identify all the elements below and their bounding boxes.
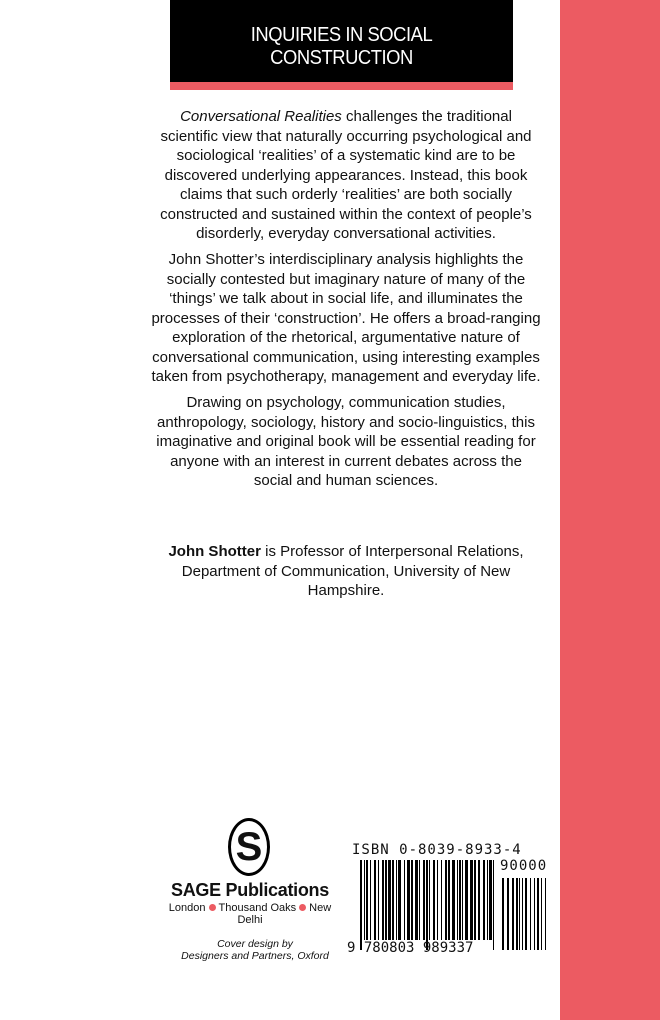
barcode-bar <box>385 860 387 940</box>
barcode-bar <box>465 860 468 940</box>
barcode-bar <box>462 860 463 940</box>
series-banner <box>170 0 513 90</box>
barcode-bar <box>392 860 394 940</box>
cover-credit <box>180 938 330 962</box>
barcode-bar <box>493 860 494 950</box>
barcode-bar <box>512 878 514 950</box>
barcode-bar <box>487 860 488 940</box>
city: London <box>168 902 206 914</box>
publisher-name: SAGE Publications <box>171 880 329 900</box>
barcode-bar <box>398 860 401 940</box>
barcode-bar <box>478 860 480 940</box>
barcode-bar <box>448 860 450 940</box>
barcode-bar <box>452 860 455 940</box>
barcode-bar <box>445 860 447 940</box>
series-title: INQUIRIES IN SOCIAL CONSTRUCTION <box>250 24 433 69</box>
barcode-bar <box>507 878 509 950</box>
barcode-bar <box>411 860 413 940</box>
dot-icon <box>299 904 306 911</box>
barcode-bar <box>370 860 371 940</box>
isbn-text: ISBN 0-8039-8933-4 <box>352 842 522 858</box>
barcode-bar <box>534 878 535 950</box>
barcode-addon: 90000 <box>500 858 548 874</box>
barcode-bar <box>419 860 420 940</box>
barcode-bar <box>364 860 365 940</box>
credit-line: Cover design by <box>217 938 293 950</box>
barcode-bar <box>423 860 425 940</box>
barcode-bar <box>366 860 368 940</box>
barcode-bar <box>407 860 410 940</box>
barcode-bar <box>382 860 384 940</box>
author-bio-text: is Professor of Interpersonal Relations, Department of Communication, University of New Hampshire. <box>181 543 524 599</box>
barcode-bar <box>545 878 546 950</box>
barcode-bar <box>530 878 531 950</box>
barcode-bar <box>415 860 418 940</box>
barcode-bar <box>470 860 473 940</box>
barcode-bar <box>522 878 523 950</box>
barcode-bar <box>378 860 379 940</box>
city: Thousand Oaks <box>218 902 297 914</box>
barcode-bar <box>426 860 428 950</box>
barcode-bar <box>516 878 518 950</box>
ean-number: 9 780803 989337 <box>347 940 474 956</box>
book-title: Conversational Realities <box>180 108 342 125</box>
barcode-bar <box>537 878 539 950</box>
barcode-bar <box>396 860 397 940</box>
city: New Delhi <box>237 902 332 926</box>
red-spine-stripe <box>560 0 660 1020</box>
barcode-bar <box>474 860 476 940</box>
author-bio <box>150 542 542 601</box>
blurb-paragraph-2: John Shotter’s interdisciplinary analysis highlights the socially contested but imaginary nature of many of the ‘things’ we talk about in social life, and illuminates the processes of their ‘construction’. He offers a broad-ranging exploration of the rhetorical, argumentative nature of conversational communication, using interesting examples taken from psychotherapy, management and everyday life. <box>151 251 541 385</box>
author-name: John Shotter <box>168 543 261 560</box>
blurb-paragraph-1 <box>150 107 542 244</box>
barcode-bar <box>437 860 438 940</box>
barcode-bar <box>489 860 492 940</box>
barcode-bar <box>429 860 430 940</box>
barcode-bar <box>519 878 520 950</box>
publisher-cities <box>160 902 340 926</box>
barcode-bar <box>525 878 527 950</box>
barcode-bar <box>457 860 458 940</box>
sage-logo-icon: S <box>228 818 270 876</box>
blurb-paragraph-3: Drawing on psychology, communication studies, anthropology, sociology, history and socio-linguistics, this imaginative and original book will be essential reading for anyone with an interest in current debates across the social and human sciences. <box>156 394 536 489</box>
credit-line: Designers and Partners, Oxford <box>181 950 329 962</box>
barcode-bar <box>502 878 504 950</box>
barcode-bar <box>483 860 485 940</box>
publisher-block <box>160 880 340 926</box>
barcode-bar <box>433 860 435 940</box>
dot-icon <box>209 904 216 911</box>
blurb-text: challenges the traditional scientific view that naturally occurring psychological and sociological ‘realities’ of a systematic kind are to be discovered underlying appearances. Instead, this book claims that such orderly ‘realities’ are both socially constructed and sustained within the context of people’s disorderly, everyday conversational activities. <box>160 108 532 242</box>
barcode-bar <box>360 860 362 950</box>
barcode-bar <box>441 860 442 940</box>
barcode-bar <box>388 860 391 940</box>
barcode-bar <box>404 860 405 940</box>
barcode-bar <box>541 878 542 950</box>
barcode-bar <box>459 860 461 940</box>
barcode-bar <box>374 860 376 940</box>
